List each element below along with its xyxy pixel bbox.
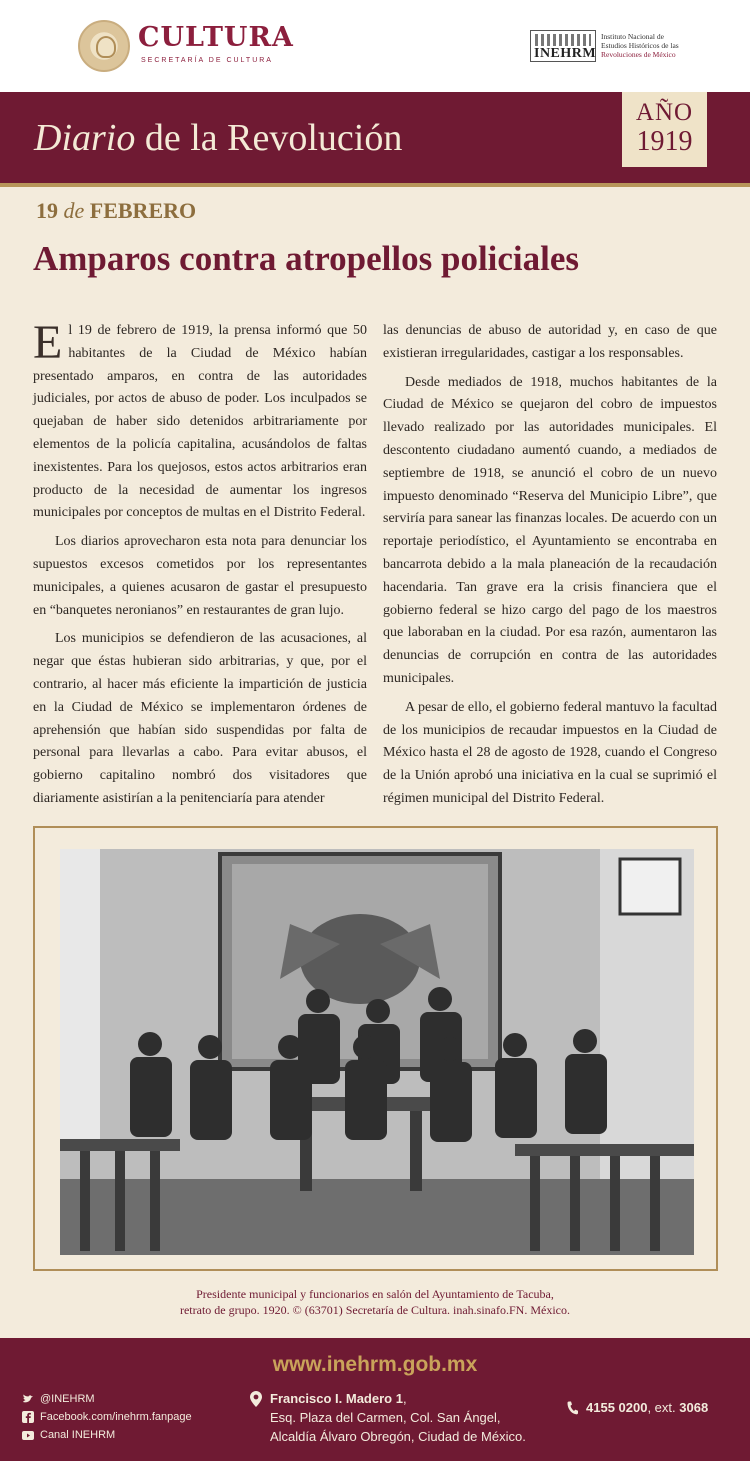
phone-main: 4155 0200: [586, 1400, 648, 1415]
youtube-icon: [22, 1429, 34, 1441]
article-paragraph: A pesar de ello, el gobierno federal mantuvo la facultad de los municipios de recaudar impuestos en la Ciudad de México hasta el 28 de agosto de 1928, cuando el Congreso de la Unión aprobó una iniciativa en la cual se suprimió el régimen municipal del Distrito Federal.: [383, 699, 717, 806]
date-de: de: [63, 198, 85, 223]
phone-text: [586, 1400, 708, 1415]
address-street: Francisco I. Madero 1: [270, 1391, 403, 1406]
date-month: FEBRERO: [89, 198, 197, 223]
facebook-icon: [22, 1411, 34, 1423]
banner-gold-rule: [0, 183, 750, 187]
inehrm-name-line1: Instituto Nacional de: [601, 32, 664, 41]
phone-number[interactable]: [567, 1400, 708, 1415]
year-value: 1919: [636, 126, 693, 157]
year-label: AÑO: [635, 99, 694, 126]
website-link[interactable]: www.inehrm.gob.mx: [272, 1353, 478, 1376]
historical-group-photo: [60, 849, 694, 1255]
mexico-seal-logo: [78, 20, 130, 72]
article-paragraph: Los diarios aprovecharon esta nota para denunciar los supuestos excesos cometidos por los representantes municipales, a quienes acusaron de gastar el presupuesto en “banquetes neronianos” en restaurantes de gran lujo.: [33, 534, 367, 618]
youtube-link[interactable]: [22, 1426, 192, 1444]
phone-icon: [567, 1401, 578, 1415]
facebook-url: Facebook.com/inehrm.fanpage: [40, 1411, 192, 1423]
photo-illustration: [60, 849, 694, 1255]
article-paragraph: [33, 316, 367, 525]
twitter-icon: [22, 1393, 34, 1405]
phone-ext-label: , ext.: [647, 1400, 680, 1415]
youtube-channel: Canal INEHRM: [40, 1429, 116, 1441]
inehrm-logo-word: INEHRM: [534, 46, 597, 61]
drop-cap: E: [33, 316, 63, 369]
article-date: [36, 198, 196, 224]
caption-line1: Presidente municipal y funcionarios en salón del Ayuntamiento de Tacuba,: [196, 1287, 554, 1301]
social-links: [22, 1390, 192, 1444]
article-column-right: [383, 320, 717, 811]
address-line3: Alcaldía Álvaro Obregón, Ciudad de México.: [270, 1429, 526, 1444]
inehrm-building-icon: [535, 34, 591, 46]
caption-line2: retrato de grupo. 1920. © (63701) Secretaría de Cultura. inah.sinafo.FN. México.: [179, 1303, 570, 1317]
address-line1: [270, 1389, 526, 1408]
address: [252, 1389, 526, 1446]
inehrm-logo: [530, 30, 596, 62]
location-pin-icon: [250, 1391, 262, 1407]
article-paragraph: Los municipios se defendieron de las acusaciones, al negar que éstas hubieran sido arbitrarias, y que, por el contrario, al hacer más eficiente la impartición de justicia en la Ciudad de México se implementaron órdenes de aprehensión que habían sido suspendidas por falta de personal para llevarlas a cabo. Para evitar abusos, el gobierno capitalino nombró dos visitadores que diariamente asistirían a la penitenciaría para atender: [33, 631, 367, 806]
facebook-link[interactable]: [22, 1408, 192, 1426]
inehrm-name-line3: Revoluciones de México: [601, 50, 676, 59]
article-headline: Amparos contra atropellos policiales: [33, 239, 580, 278]
address-line2: Esq. Plaza del Carmen, Col. San Ángel,: [270, 1410, 501, 1425]
article-column-left: [33, 316, 367, 811]
paragraph-text: l 19 de febrero de 1919, la prensa informó que 50 habitantes de la Ciudad de México habían presentado amparos, en contra de las autoridades judiciales, por actos de abuso de poder. Los inculpados se quejaban de haber sido detenidos arbitrariamente por elementos de la policía capitalina, acusándolos de faltas inexistentes. Para los quejosos, estos actos arbitrarios eran producto de la necesidad de aumentar los ingresos municipales por conceptos de multas en el Distrito Federal.: [33, 323, 367, 521]
cultura-logo-text: CULTURA: [138, 22, 294, 53]
banner-title-rest: de la Revolución: [135, 117, 403, 159]
inehrm-name-line2: Estudios Históricos de las: [601, 41, 679, 50]
date-day: 19: [36, 198, 58, 223]
banner-title: [34, 116, 402, 160]
phone-ext: 3068: [679, 1400, 709, 1415]
article-paragraph: las denuncias de abuso de autoridad y, en caso de que existieran irregularidades, castigar a los responsables.: [383, 323, 717, 361]
photo-caption: [120, 1286, 630, 1318]
twitter-handle: @INEHRM: [40, 1393, 95, 1405]
banner-title-italic: Diario: [34, 117, 136, 159]
address-comma: ,: [402, 1391, 407, 1406]
year-badge: [622, 92, 707, 167]
twitter-link[interactable]: [22, 1390, 192, 1408]
inehrm-full-name: [601, 32, 711, 59]
article-paragraph: Desde mediados de 1918, muchos habitantes de la Ciudad de México se quejaron del cobro de impuestos llevado realizado por las autoridades municipales. El descontento ciudadano aumentó cuando, a mediados de septiembre de 1918, se anunció el cobro de un nuevo impuesto denominado “Reserva del Municipio Libre”, que serviría para sanear las finanzas locales. De acuerdo con un reportaje periodístico, el Ayuntamiento se encontraba en bancarrota debido a la mala planeación de la recaudación hacendaria. Tan grave era la crisis financiera que el gobierno federal se hizo cargo del pago de los maestros que laboraban en la ciudad. Por esa razón, aumentaron las denuncias de corrupción en contra de las autoridades municipales.: [383, 374, 717, 686]
cultura-subtitle: SECRETARÍA DE CULTURA: [141, 57, 273, 64]
